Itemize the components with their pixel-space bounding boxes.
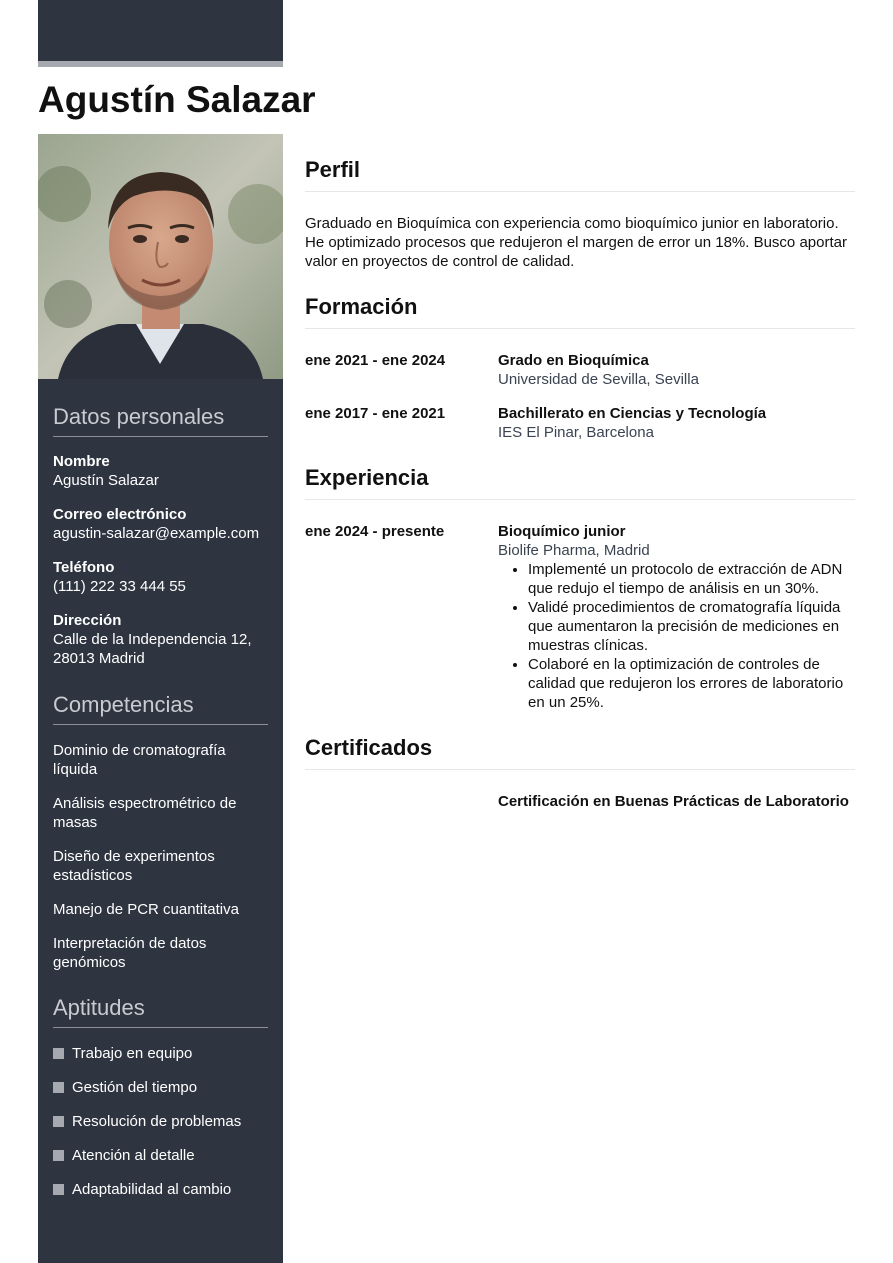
aptitude-label: Trabajo en equipo [72, 1045, 193, 1062]
competency-item: Diseño de experimentos estadísticos [53, 848, 215, 884]
address-label: Dirección [53, 612, 122, 629]
address-value: Calle de la Independencia 12, 28013 Madrid [53, 631, 252, 667]
aptitudes-title: Aptitudes [53, 995, 145, 1020]
aptitude-item [53, 1146, 195, 1165]
aptitude-label: Atención al detalle [72, 1147, 195, 1164]
education-section-title: Formación [305, 294, 418, 319]
aptitude-label: Gestión del tiempo [72, 1079, 198, 1096]
email-value: agustin-salazar@example.com [53, 525, 260, 542]
aptitude-item [53, 1078, 197, 1097]
email-label: Correo electrónico [53, 506, 187, 523]
aptitude-label: Adaptabilidad al cambio [72, 1181, 232, 1198]
education-institution: IES El Pinar, Barcelona [498, 424, 654, 441]
square-bullet-icon [53, 1116, 64, 1127]
square-bullet-icon [53, 1150, 64, 1161]
aptitudes-rule [53, 1027, 268, 1028]
education-institution: Universidad de Sevilla, Sevilla [498, 371, 699, 388]
education-title: Bachillerato en Ciencias y Tecnología [498, 405, 767, 422]
personal-data-rule [53, 436, 268, 437]
competency-item: Análisis espectrométrico de masas [53, 795, 237, 831]
experience-date: ene 2024 - presente [305, 523, 445, 540]
education-date: ene 2017 - ene 2021 [305, 405, 446, 422]
experience-title: Bioquímico junior [498, 523, 626, 540]
certificates-section-title: Certificados [305, 735, 433, 760]
competencies-title: Competencias [53, 692, 194, 717]
square-bullet-icon [53, 1048, 64, 1059]
experience-section-title: Experiencia [305, 465, 429, 490]
header-accent-line [38, 61, 283, 67]
profile-section-title: Perfil [305, 157, 361, 182]
achievement-item: • Implementé un protocolo de extracción de ADN que redujo el tiempo de análisis en un 30%. [528, 560, 855, 598]
name-label: Nombre [53, 453, 110, 470]
experience-rule [305, 499, 855, 500]
phone-label: Teléfono [53, 559, 115, 576]
competency-item: Manejo de PCR cuantitativa [53, 901, 239, 918]
competencies-rule [53, 724, 268, 725]
personal-data-title: Datos personales [53, 404, 225, 429]
square-bullet-icon [53, 1184, 64, 1195]
header-accent-bar [38, 0, 283, 61]
competency-item: Interpretación de datos genómicos [53, 935, 207, 971]
phone-value: (111) 222 33 444 55 [53, 578, 186, 595]
aptitude-item [53, 1044, 192, 1063]
education-rule [305, 328, 855, 329]
achievement-item: • Colaboré en la optimización de controles de calidad que redujeron los errores de laboratorio en un 25%. [528, 655, 855, 712]
achievement-item: • Validé procedimientos de cromatografía líquida que aumentaron la precisión de mediciones en muestras clínicas. [528, 598, 855, 655]
profile-photo [38, 134, 283, 379]
aptitude-item [53, 1112, 241, 1131]
profile-summary: Graduado en Bioquímica con experiencia como bioquímico junior en laboratorio. He optimizado procesos que redujeron el margen de error un 18%. Busco aportar valor en proyectos de control de calidad. [305, 215, 847, 270]
certificates-rule [305, 769, 855, 770]
candidate-name: Agustín Salazar [38, 79, 316, 120]
education-title: Grado en Bioquímica [498, 352, 649, 369]
experience-achievements [498, 560, 855, 712]
sidebar [38, 379, 283, 1263]
aptitude-label: Resolución de problemas [72, 1113, 242, 1130]
certificate-title: Certificación en Buenas Prácticas de Laboratorio [498, 793, 849, 810]
experience-company: Biolife Pharma, Madrid [498, 542, 650, 559]
competency-item: Dominio de cromatografía líquida [53, 742, 226, 778]
aptitude-item [53, 1180, 231, 1199]
square-bullet-icon [53, 1082, 64, 1093]
education-date: ene 2021 - ene 2024 [305, 352, 446, 369]
profile-rule [305, 191, 855, 192]
name-value: Agustín Salazar [53, 472, 159, 489]
